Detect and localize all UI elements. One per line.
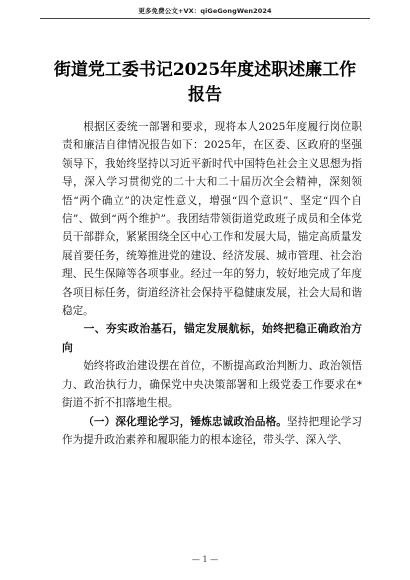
subsection-1-text: 坚持把理论学习作为提升政治素养和履职能力的根本途径，带头学、深入学、 (62, 415, 363, 446)
page-number: — 1 — (191, 555, 219, 564)
document-body (62, 118, 362, 449)
header-divider (40, 18, 370, 19)
subsection-1-paragraph (62, 413, 362, 450)
title-line-2: 报告 (188, 85, 222, 105)
document-title (40, 58, 370, 108)
intro-paragraph: 根据区委统一部署和要求，现将本人2025年度履行岗位职责和廉洁自律情况报告如下：2025年，在区委、区政府的坚强领导下，我始终坚持以习近平新时代中国特色社会主义思想为指导，深入学习贯彻党的二十大和二十届历次全会精神，深刻领悟“两个确立”的决定性意义，增强“四个意识”、坚定“四个自信”、做到“两个维护”。我团结带领街道党政班子成员和全体党员干部群众，紧紧围绕全区中心工作和发展大局，锚定高质量发展首要任务，统筹推进党的建设、经济发展、城市管理、社会治理、民生保障等各项事业。经过一年的努力，较好地完成了年度各项目标任务，街道经济社会保持平稳健康发展，社会大局和谐稳定。 (62, 121, 362, 318)
section-1-paragraph: 始终将政治建设摆在首位，不断提高政治判断力、政治领悟力、政治执行力，确保党中央决策部署和上级党委工作要求在*街道不折不扣落地生根。 (62, 360, 362, 410)
section-1-heading: 一、夯实政治基石，锚定发展航标，始终把稳正确政治方向 (62, 322, 362, 354)
title-line-1: 街道党工委书记2025年度述职述廉工作 (53, 60, 357, 80)
subsection-1-heading: （一）深化理论学习，锤炼忠诚政治品格。 (83, 415, 288, 428)
page-header: 更多免费公文+VX：qiGeGongWen2024 (138, 7, 272, 15)
